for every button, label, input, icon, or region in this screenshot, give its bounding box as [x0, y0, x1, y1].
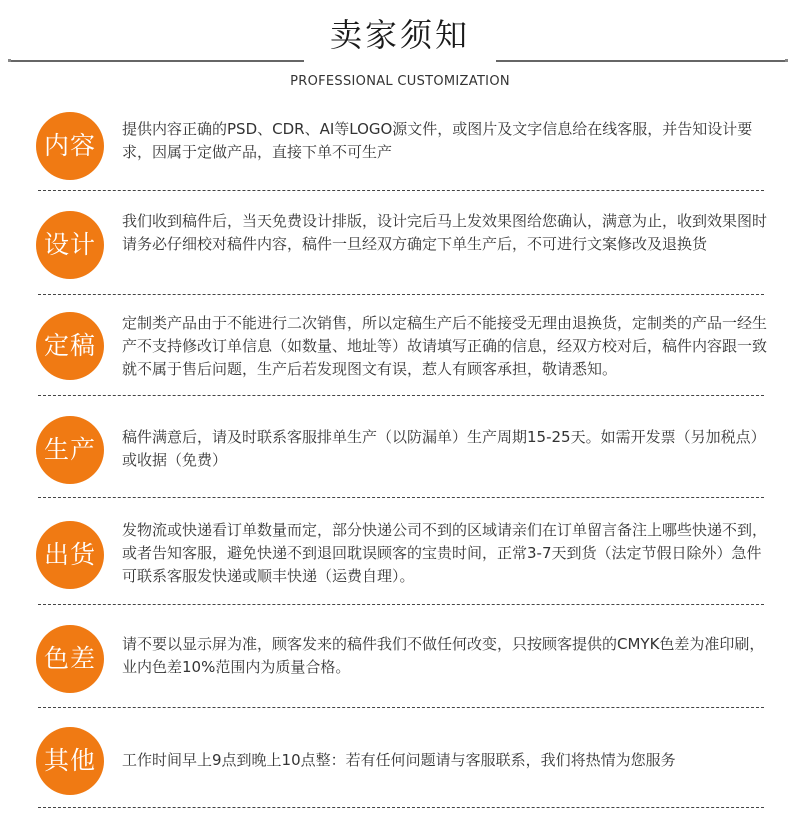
section-badge-other: 其他 [36, 727, 104, 795]
header-rule-left [8, 60, 304, 62]
section-production [36, 416, 766, 491]
page-title: 卖家须知 [329, 16, 470, 54]
section-finalize [36, 312, 766, 387]
section-badge-content: 内容 [36, 112, 104, 180]
section-divider [38, 807, 764, 808]
page-subtitle: PROFESSIONAL CUSTOMIZATION [290, 74, 510, 89]
section-badge-production: 生产 [36, 416, 104, 484]
section-other [36, 727, 766, 802]
section-divider [38, 604, 764, 605]
section-divider [38, 294, 764, 295]
section-text-shipping: 发物流或快递看订单数量而定，部分快递公司不到的区域请亲们在订单留言备注上哪些快递不到，或者告知客服，避免快递不到退回耽误顾客的宝贵时间，正常3-7天到货（法定节假日除外）急件可联系客服发快递或顺丰快递（运费自理）。 [122, 521, 768, 585]
section-shipping [36, 519, 766, 594]
section-color-difference [36, 625, 766, 700]
section-text-production: 稿件满意后，请及时联系客服排单生产（以防漏单）生产周期15-25天。如需开发票（另加税点）或收据（免费） [122, 428, 766, 469]
section-badge-finalize: 定稿 [36, 312, 104, 380]
section-content [36, 112, 766, 187]
section-text-design: 我们收到稿件后，当天免费设计排版，设计完后马上发效果图给您确认，满意为止，收到效果图时请务必仔细校对稿件内容，稿件一旦经双方确定下单生产后，不可进行文案修改及退换货 [122, 212, 768, 253]
header-rule-dot-left [8, 59, 11, 62]
section-badge-color-difference: 色差 [36, 625, 104, 693]
section-text-finalize: 定制类产品由于不能进行二次销售，所以定稿生产后不能接受无理由退换货，定制类的产品一经生产不支持修改订单信息（如数量、地址等）故请填写正确的信息，经双方校对后，稿件内容跟一致就不属于售后问题，生产后若发现图文有误，惹人有顾客承担，敬请悉知。 [122, 314, 768, 378]
section-divider [38, 190, 764, 191]
section-badge-design: 设计 [36, 211, 104, 279]
section-divider [38, 497, 764, 498]
section-divider [38, 395, 764, 396]
section-design [36, 211, 766, 286]
header-rule-dot-right [785, 59, 788, 62]
section-text-color-difference: 请不要以显示屏为准，顾客发来的稿件我们不做任何改变，只按顾客提供的CMYK色差为准印刷，业内色差10%范围内为质量合格。 [122, 635, 765, 676]
page-header [0, 0, 800, 100]
section-divider [38, 707, 764, 708]
section-text-content: 提供内容正确的PSD、CDR、AI等LOGO源文件，或图片及文字信息给在线客服，并告知设计要求，因属于定做产品，直接下单不可生产 [122, 120, 753, 161]
header-rule-right [496, 60, 788, 62]
section-text-other: 工作时间早上9点到晚上10点整：若有任何问题请与客服联系，我们将热情为您服务 [122, 751, 676, 769]
section-badge-shipping: 出货 [36, 521, 104, 589]
